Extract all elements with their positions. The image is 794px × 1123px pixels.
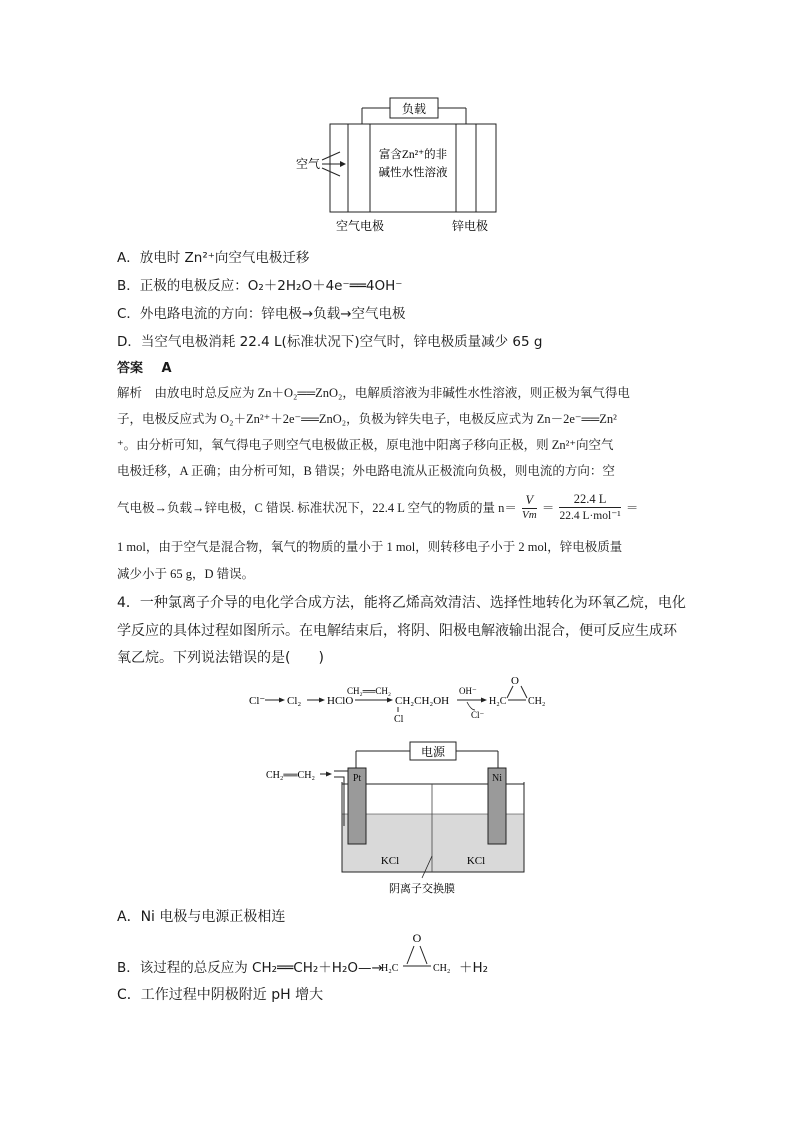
membrane-label: 阴离子交换膜: [389, 883, 455, 895]
explanation-line-4: 电极迁移，A 正确；由分析可知，B 错误；外电路电流从正极流向负极，则电流的方向：空: [117, 464, 615, 478]
svg-text:CH₂: CH₂: [528, 696, 546, 707]
svg-text:KCl: KCl: [380, 855, 400, 867]
svg-text:OH⁻: OH⁻: [459, 686, 477, 696]
svg-text:CH₂══CH₂: CH₂══CH₂: [347, 686, 392, 696]
svg-text:CH₂CH₂OH: CH₂CH₂OH: [395, 695, 450, 707]
q4-option-a: A．Ni 电极与电源正极相连: [117, 909, 286, 925]
svg-text:Cl₂: Cl₂: [287, 695, 302, 707]
question4-line-2: 学反应的具体过程如图所示。在电解结束后，将阴、阳极电解液输出混合，便可反应生成环: [117, 623, 677, 639]
battery-diagram: [290, 92, 520, 242]
svg-text:HClO: HClO: [327, 695, 354, 707]
option-a: A．放电时 Zn²⁺向空气电极迁移: [117, 250, 310, 266]
answer-label: 答案: [117, 361, 144, 376]
option-d: D．当空气电极消耗 22.4 L(标准状况下)空气时，锌电极质量减少 65 g: [117, 334, 543, 350]
svg-text:CH₂: CH₂: [433, 963, 451, 974]
question4-line-1: 4．一种氯离子介导的电化学合成方法，能将乙烯高效清洁、选择性地转化为环氧乙烷，电化: [117, 595, 686, 611]
svg-text:Cl⁻: Cl⁻: [249, 695, 266, 707]
explanation-line-5: 气电极→负载→锌电极，C 错误. 标准状况下，22.4 L 空气的物质的量 n＝ $\frac{V}{Vm}$ ＝ 22.4 L 22.4 L·mol⁻¹ ＝: [117, 492, 639, 522]
svg-text:KCl: KCl: [466, 855, 486, 867]
explanation-line-3: ⁺。由分析可知，氧气得电子则空气电极做正极，原电池中阳离子移向正极，则 Zn²⁺向空气: [117, 438, 614, 452]
fraction-v-over-vm: $\frac{V}{Vm}$: [522, 493, 537, 521]
air-label: 空气: [296, 157, 321, 171]
solution-line2: 碱性水性溶液: [378, 167, 448, 179]
option-c: C．外电路电流的方向：锌电极→负载→空气电极: [117, 306, 406, 322]
zinc-electrode-label: 锌电极: [451, 219, 489, 233]
explanation-line-1: 解析 由放电时总反应为 Zn＋O₂══ZnO₂，电解质溶液为非碱性水性溶液，则正极为氧气得电: [117, 386, 630, 400]
question4-line-3: 氧乙烷。下列说法错误的是( ): [117, 650, 324, 666]
svg-text:Cl: Cl: [394, 714, 404, 724]
answer-value: A: [161, 361, 172, 376]
reaction-scheme: [245, 672, 565, 724]
power-label: 电源: [420, 745, 446, 759]
svg-text:O: O: [511, 675, 519, 687]
fraction-molar: 22.4 L 22.4 L·mol⁻¹: [559, 492, 621, 522]
load-label: 负载: [401, 102, 427, 116]
svg-text:H₂C: H₂C: [381, 963, 399, 974]
svg-text:H₂C: H₂C: [489, 696, 507, 707]
epoxide-structure: [379, 928, 459, 974]
air-electrode-label: 空气电极: [335, 219, 385, 233]
svg-text:Ni: Ni: [492, 773, 502, 784]
explanation-line-2: 子，电极反应式为 O₂＋Zn²⁺＋2e⁻══ZnO₂，负极为锌失电子，电极反应式为 Zn－2e⁻══Zn²: [117, 412, 617, 426]
svg-text:Cl⁻: Cl⁻: [471, 710, 485, 720]
q4-option-c: C．工作过程中阴极附近 pH 增大: [117, 987, 324, 1003]
explanation-line-7: 减少小于 65 g，D 错误。: [117, 567, 255, 581]
ethylene-label: CH₂══CH₂: [266, 770, 315, 781]
option-b: B．正极的电极反应：O₂＋2H₂O＋4e⁻══4OH⁻: [117, 278, 403, 294]
svg-text:O: O: [412, 931, 422, 945]
answer-row: [117, 357, 172, 376]
solution-line1: 富含Zn²⁺的非: [378, 149, 448, 161]
explanation-line-6: 1 mol，由于空气是混合物，氧气的物质的量小于 1 mol，则转移电子小于 2 mol，锌电极质量: [117, 540, 623, 554]
electrolysis-cell: [262, 738, 532, 898]
svg-text:Pt: Pt: [352, 773, 362, 784]
